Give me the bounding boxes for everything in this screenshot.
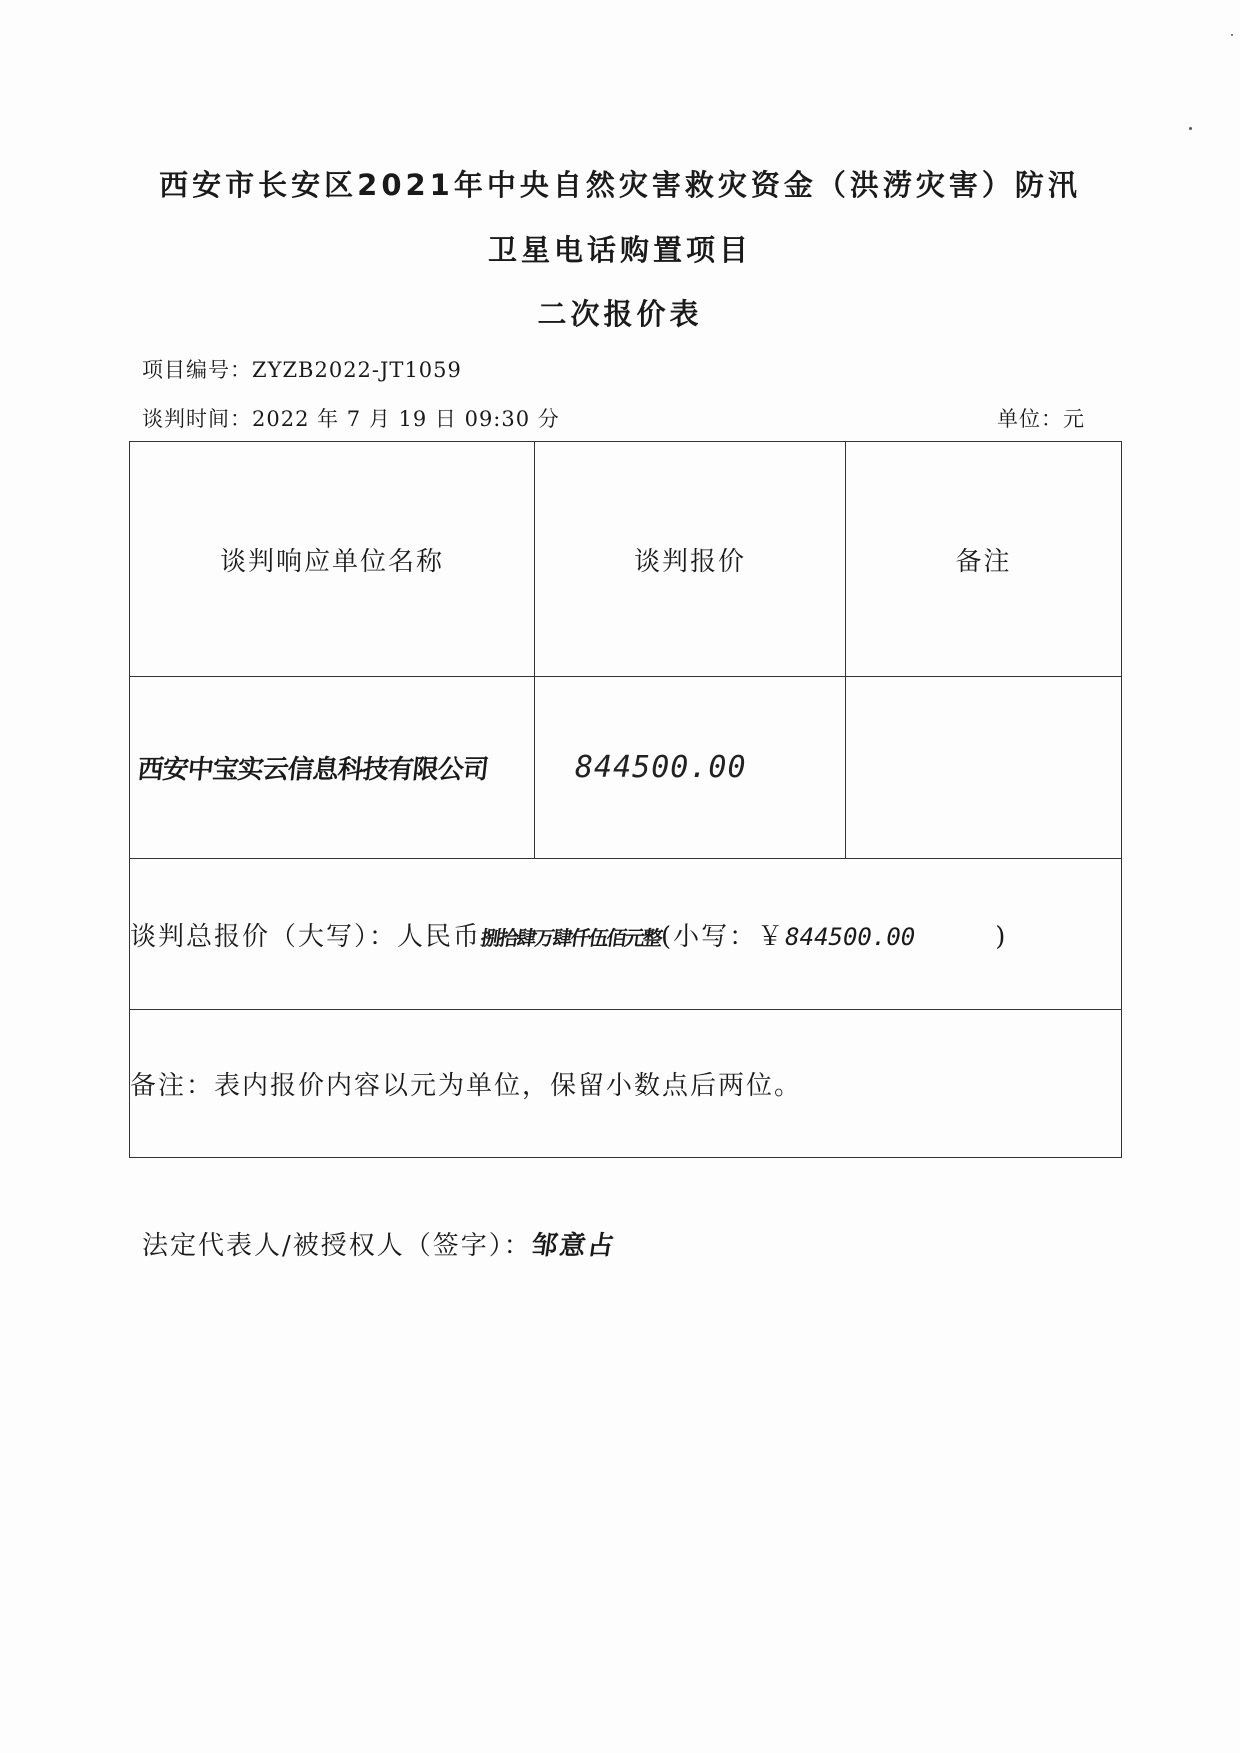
negotiation-time: 谈判时间：2022 年 7 月 19 日 09:30 分: [142, 407, 560, 431]
header-company-name: 谈判响应单位名称: [130, 442, 535, 677]
signature-label: 法定代表人/被授权人（签字）：: [142, 1231, 532, 1261]
document-title-line2: 卫星电话购置项目: [487, 233, 752, 267]
price-value: 844500.00: [575, 750, 747, 785]
document-title-line1: 西安市长安区2021年中央自然灾害救灾资金（洪涝灾害）防汛: [159, 168, 1081, 202]
signature-line: [142, 1225, 616, 1262]
total-small-prefix: (小写：￥: [661, 921, 786, 952]
quotation-table: [129, 441, 1122, 1158]
header-price: 谈判报价: [535, 442, 846, 677]
note-row: [130, 1010, 1122, 1158]
total-prefix: 谈判总报价（大写）：人民币: [130, 921, 482, 952]
note-cell: 备注：表内报价内容以元为单位，保留小数点后两位。: [130, 1010, 1122, 1158]
scan-speck: [1189, 127, 1192, 130]
table-header-row: [130, 442, 1122, 677]
currency-unit: 单位：元: [997, 407, 1085, 431]
company-name-cell: [130, 677, 535, 859]
table-row: [130, 677, 1122, 859]
total-row: [130, 859, 1122, 1010]
total-cell: [130, 859, 1122, 1010]
total-small-suffix: ): [995, 921, 1008, 952]
total-in-words: 捌拾肆万肆仟伍佰元整: [479, 925, 663, 950]
remark-cell: [846, 677, 1122, 859]
total-small-value: 844500.00: [785, 922, 916, 951]
company-name: 西安中宝实云信息科技有限公司: [136, 755, 490, 785]
signature-name: 邹意占: [529, 1231, 618, 1261]
project-number: 项目编号：ZYZB2022-JT1059: [142, 358, 462, 382]
scan-speck: [1231, 34, 1233, 36]
document-title-line3: 二次报价表: [537, 297, 703, 331]
price-cell: [535, 677, 846, 859]
header-remark: 备注: [846, 442, 1122, 677]
